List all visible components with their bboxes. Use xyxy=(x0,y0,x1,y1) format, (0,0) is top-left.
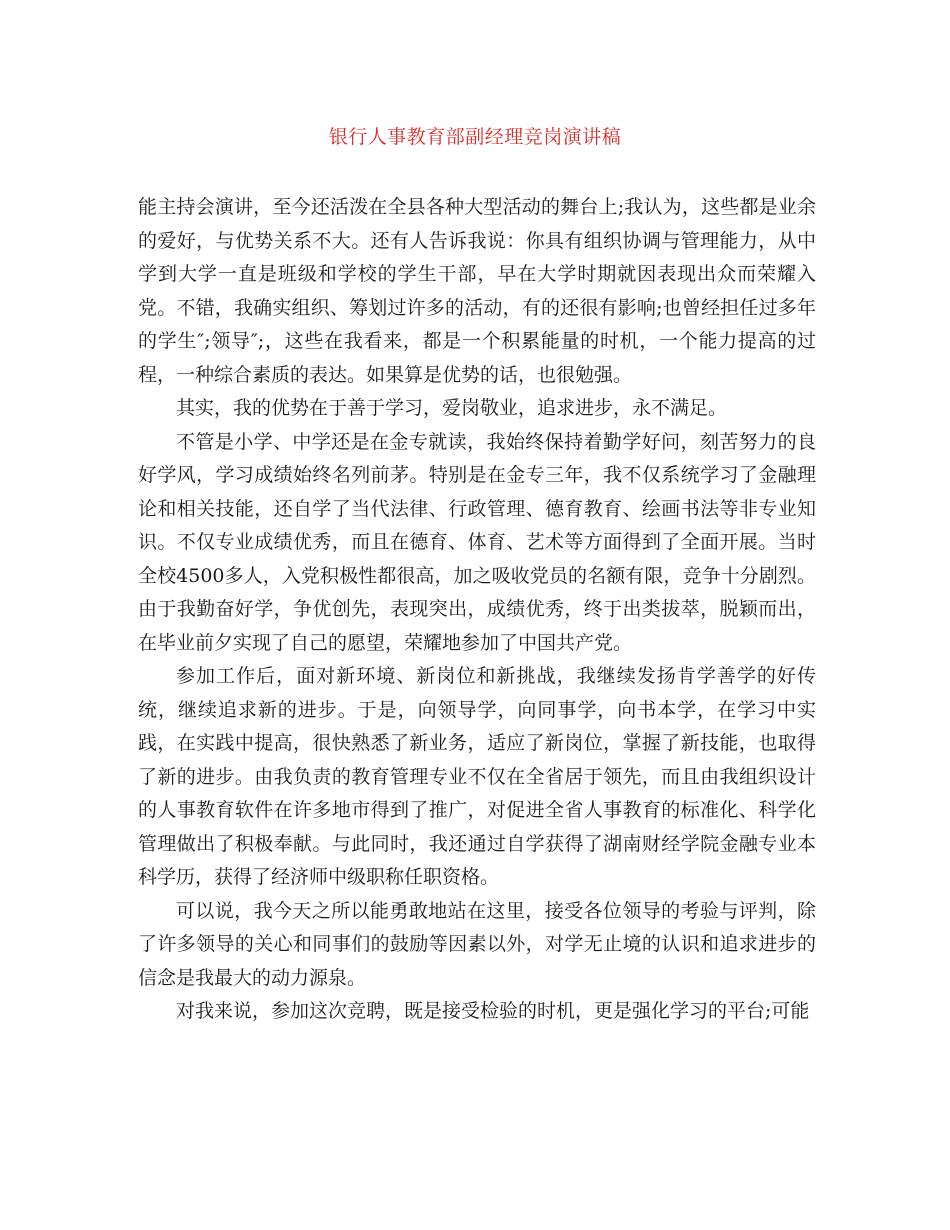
paragraph-6: 对我来说，参加这次竞聘，既是接受检验的时机，更是强化学习的平台;可能 xyxy=(176,1000,810,1022)
paragraph-1: 能主持会演讲，至今还活泼在全县各种大型活动的舞台上;我认为，这些都是业余的爱好，与优势关系不大。还有人告诉我说：你具有组织协调与管理能力，从中学到大学一直是班级和学校的学生干部，早在大学时期就因表现出众而荣耀入党。不错，我确实组织、筹划过许多的活动，有的还很有影响;也曾经担任过多年的学生″;领导″;，这些在我看来，都是一个积累能量的时机，一个能力提高的过程，一种综合素质的表达。如果算是优势的话，也很勉强。 xyxy=(138,196,816,386)
paragraph-3: 不管是小学、中学还是在金专就读，我始终保持着勤学好问，刻苦努力的良好学风，学习成绩始终名列前茅。特别是在金专三年，我不仅系统学习了金融理论和相关技能，还自学了当代法律、行政管理、德育教育、绘画书法等非专业知识。不仅专业成绩优秀，而且在德育、体育、艺术等方面得到了全面开展。当时全校4500多人，入党积极性都很高，加之吸收党员的名额有限，竞争十分剧烈。由于我勤奋好学，争优创先，表现突出，成绩优秀，终于出类拔萃，脱颖而出，在毕业前夕实现了自己的愿望，荣耀地参加了中国共产党。 xyxy=(138,430,816,654)
paragraph-4: 参加工作后，面对新环境、新岗位和新挑战，我继续发扬肯学善学的好传统，继续追求新的进步。于是，向领导学，向同事学，向书本学，在学习中实践，在实践中提高，很快熟悉了新业务，适应了新岗位，掌握了新技能，也取得了新的进步。由我负责的教育管理专业不仅在全省居于领先，而且由我组织设计的人事教育软件在许多地市得到了推广，对促进全省人事教育的标准化、科学化管理做出了积极奉献。与此同时，我还通过自学获得了湖南财经学院金融专业本科学历，获得了经济师中级职称任职资格。 xyxy=(138,665,816,888)
paragraph-5: 可以说，我今天之所以能勇敢地站在这里，接受各位领导的考验与评判，除了许多领导的关心和同事们的鼓励等因素以外，对学无止境的认识和追求进步的信念是我最大的动力源泉。 xyxy=(138,899,816,989)
paragraph-2: 其实，我的优势在于善于学习，爱岗敬业，追求进步，永不满足。 xyxy=(176,397,728,419)
document-body xyxy=(138,191,816,1029)
document-title: 银行人事教育部副经理竞岗演讲稿 xyxy=(328,126,622,148)
